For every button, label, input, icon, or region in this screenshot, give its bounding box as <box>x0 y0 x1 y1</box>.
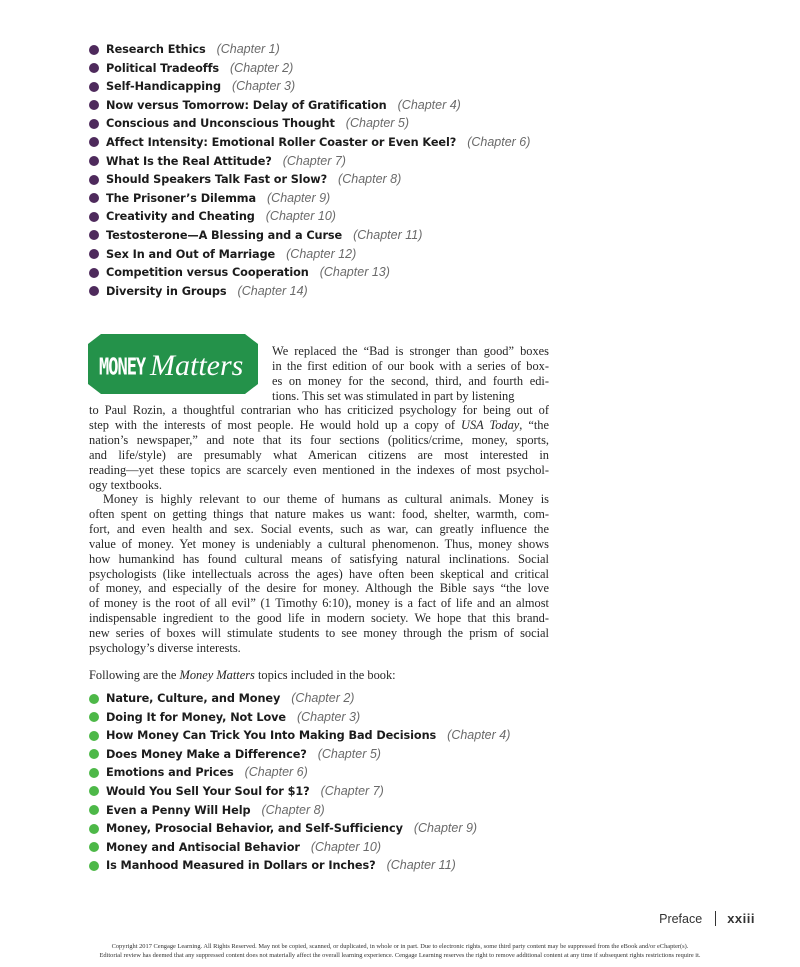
list-item <box>89 856 510 875</box>
chapter-ref: (Chapter 3) <box>231 79 296 94</box>
topic-title: Conscious and Unconscious Thought <box>106 117 335 131</box>
list-item <box>89 745 510 764</box>
topic-title: Would You Sell Your Soul for $1? <box>106 784 310 798</box>
text-line: how humankind has found cultural means of satisfying natural inclinations. Social <box>89 551 549 566</box>
bullet-icon <box>89 212 99 222</box>
chapter-ref: (Chapter 5) <box>317 746 381 761</box>
topic-title: Now versus Tomorrow: Delay of Gratification <box>106 98 387 112</box>
chapter-ref: (Chapter 12) <box>286 246 357 261</box>
text-line: fort, and even health and sex. Social events, such as war, can greatly influence the <box>89 521 549 536</box>
bullet-icon <box>89 100 99 110</box>
text-line: psychologists (like intellectuals across the ages) have often been skeptical and critical <box>89 566 549 581</box>
footer-section: Preface <box>659 911 703 926</box>
bullet-icon <box>89 156 99 166</box>
list-item <box>89 152 530 171</box>
list-item <box>89 226 530 245</box>
chapter-ref: (Chapter 7) <box>320 783 384 798</box>
text-line: indispensable ingredient to the good life in modern society. We hope that this brand- <box>89 611 549 626</box>
chapter-ref: (Chapter 2) <box>291 691 355 705</box>
text-line: step with the interests of most people. He would hold up a copy of USA Today, “the <box>89 417 549 432</box>
bullet-icon <box>89 193 99 203</box>
text-line: ogy textbooks. <box>89 477 162 492</box>
chapter-ref: (Chapter 3) <box>296 709 361 724</box>
topic-title: Research Ethics <box>106 43 206 56</box>
bullet-icon <box>89 286 99 296</box>
topic-title: Should Speakers Talk Fast or Slow? <box>106 173 328 187</box>
text-line: value of money. Yet money is undeniably a cultural phenomenon. Thus, money shows <box>89 536 549 551</box>
chapter-ref: (Chapter 13) <box>319 265 390 280</box>
list-item <box>89 801 510 820</box>
bullet-icon <box>89 805 99 815</box>
list-item <box>89 77 530 96</box>
chapter-ref: (Chapter 1) <box>216 42 280 56</box>
list-item <box>89 819 510 838</box>
list-item <box>89 189 530 208</box>
list-item <box>89 763 510 782</box>
bullet-icon <box>89 731 99 741</box>
bullet-icon <box>89 768 99 778</box>
money-matters-topics-list <box>89 689 510 875</box>
chapter-ref: (Chapter 5) <box>345 116 410 131</box>
topic-title: The Prisoner’s Dilemma <box>106 191 256 205</box>
list-item <box>89 207 530 226</box>
topic-title: Nature, Culture, and Money <box>106 692 281 705</box>
topic-title: Self-Handicapping <box>106 80 221 94</box>
intro-paragraph-full <box>89 403 549 492</box>
bullet-icon <box>89 230 99 240</box>
chapter-ref: (Chapter 11) <box>353 227 423 242</box>
list-item <box>89 689 510 708</box>
topic-title: Creativity and Cheating <box>106 210 255 224</box>
topic-title: Affect Intensity: Emotional Roller Coaster or Even Keel? <box>106 135 457 149</box>
topic-title: Is Manhood Measured in Dollars or Inches? <box>106 859 376 873</box>
bullet-icon <box>89 45 99 55</box>
text-line: and life/style) are presumably what American citizens are most interested in <box>89 447 549 462</box>
money-matters-intro: Following are the Money Matters topics included in the book: <box>89 668 396 682</box>
bullet-icon <box>89 268 99 278</box>
chapter-ref: (Chapter 8) <box>338 172 402 187</box>
text-line: new series of boxes will stimulate students to see money through the prism of social <box>89 626 549 641</box>
text-line: nation’s newspaper,” and note that its four sections (politics/crime, money, sports, <box>89 432 549 447</box>
list-item <box>89 133 530 152</box>
topic-title: Diversity in Groups <box>106 284 227 298</box>
footer-divider <box>715 911 716 926</box>
topic-title: Doing It for Money, Not Love <box>106 710 286 724</box>
chapter-ref: (Chapter 7) <box>282 153 346 168</box>
chapter-ref: (Chapter 6) <box>244 765 308 780</box>
topic-title: Sex In and Out of Marriage <box>106 247 276 261</box>
bullet-icon <box>89 694 99 704</box>
text-line: We replaced the “Bad is stronger than good” boxes <box>272 344 549 358</box>
bullet-icon <box>89 249 99 259</box>
topic-title: Emotions and Prices <box>106 766 234 780</box>
list-item <box>89 708 510 727</box>
topic-title: What Is the Real Attitude? <box>106 154 272 168</box>
topic-title: Does Money Make a Difference? <box>106 747 307 761</box>
bullet-icon <box>89 749 99 759</box>
text-line: Money is highly relevant to our theme of humans as cultural animals. Money is <box>103 492 549 506</box>
chapter-ref: (Chapter 9) <box>267 190 331 205</box>
topic-title: How Money Can Trick You Into Making Bad Decisions <box>106 729 437 743</box>
list-item <box>89 838 510 857</box>
list-item <box>89 282 530 301</box>
chapter-ref: (Chapter 10) <box>310 839 382 854</box>
list-item <box>89 40 530 59</box>
chapter-ref: (Chapter 11) <box>386 858 456 873</box>
copyright-line-2: Editorial review has deemed that any suppressed content does not materially affect the overall learning experience. Cengage Learning reserves the right to remove additional content at any time if subsequent rights restrictions require it. <box>99 951 701 959</box>
bullet-icon <box>89 63 99 73</box>
bullet-icon <box>89 137 99 147</box>
bullet-icon <box>89 824 99 834</box>
page-number: xxiii <box>727 911 755 926</box>
list-item <box>89 263 530 282</box>
logo-word-money: MONEY <box>99 352 146 381</box>
bullet-icon <box>89 712 99 722</box>
text-line: es on money for the second, third, and fourth edi- <box>272 373 549 388</box>
text-line: often spent on getting things that nature makes us want: food, shelter, warmth, com- <box>89 506 549 521</box>
chapter-ref: (Chapter 10) <box>265 209 336 224</box>
chapter-ref: (Chapter 9) <box>413 821 478 836</box>
chapter-ref: (Chapter 2) <box>230 60 294 75</box>
bullet-icon <box>89 175 99 185</box>
money-theme-paragraph <box>89 492 549 656</box>
bullet-icon <box>89 861 99 871</box>
logo-word-matters: Matters <box>150 349 244 382</box>
chapter-ref: (Chapter 4) <box>447 728 511 743</box>
intro-paragraph-wrap <box>272 344 549 404</box>
chapter-ref: (Chapter 14) <box>237 283 308 298</box>
topic-title: Even a Penny Will Help <box>106 803 251 817</box>
bullet-icon <box>89 786 99 796</box>
copyright-line-1: Copyright 2017 Cengage Learning. All Rights Reserved. May not be copied, scanned, or duplicated, in whole or in part. Due to electronic rights, some third party content may be suppressed from the eBook and/or eChapter(s). <box>111 943 689 950</box>
chapter-topics-list <box>89 40 530 300</box>
text-line: reading—yet these topics are scarcely even mentioned in the indexes of most psychol- <box>89 462 549 477</box>
text-line: of money, and especially of the desire for money. Although the Bible says “the love <box>89 581 549 596</box>
money-matters-logo <box>88 334 258 394</box>
list-item <box>89 726 510 745</box>
text-line: to Paul Rozin, a thoughtful contrarian who has criticized psychology for being out of <box>89 403 549 417</box>
bullet-icon <box>89 842 99 852</box>
text-line: of money is the root of all evil” (1 Timothy 6:10), money is a fact of life and an almost <box>89 596 549 611</box>
topic-title: Money, Prosocial Behavior, and Self-Sufficiency <box>106 822 403 836</box>
list-item <box>89 782 510 801</box>
text-line: psychology’s diverse interests. <box>89 641 241 656</box>
text-line: tions. This set was stimulated in part by listening <box>272 388 515 403</box>
topic-title: Money and Antisocial Behavior <box>106 840 300 854</box>
list-item <box>89 96 530 115</box>
chapter-ref: (Chapter 8) <box>261 802 325 817</box>
list-item <box>89 245 530 264</box>
copyright-notice <box>0 943 800 960</box>
bullet-icon <box>89 82 99 92</box>
list-item <box>89 114 530 133</box>
running-footer <box>659 911 755 926</box>
bullet-icon <box>89 119 99 129</box>
topic-title: Competition versus Cooperation <box>106 266 309 280</box>
list-item <box>89 59 530 78</box>
chapter-ref: (Chapter 6) <box>467 134 531 149</box>
text-line: in the first edition of our book with a series of box- <box>272 358 549 373</box>
topic-title: Testosterone—A Blessing and a Curse <box>106 228 343 242</box>
chapter-ref: (Chapter 4) <box>397 97 461 112</box>
topic-title: Political Tradeoffs <box>106 61 220 75</box>
list-item <box>89 170 530 189</box>
